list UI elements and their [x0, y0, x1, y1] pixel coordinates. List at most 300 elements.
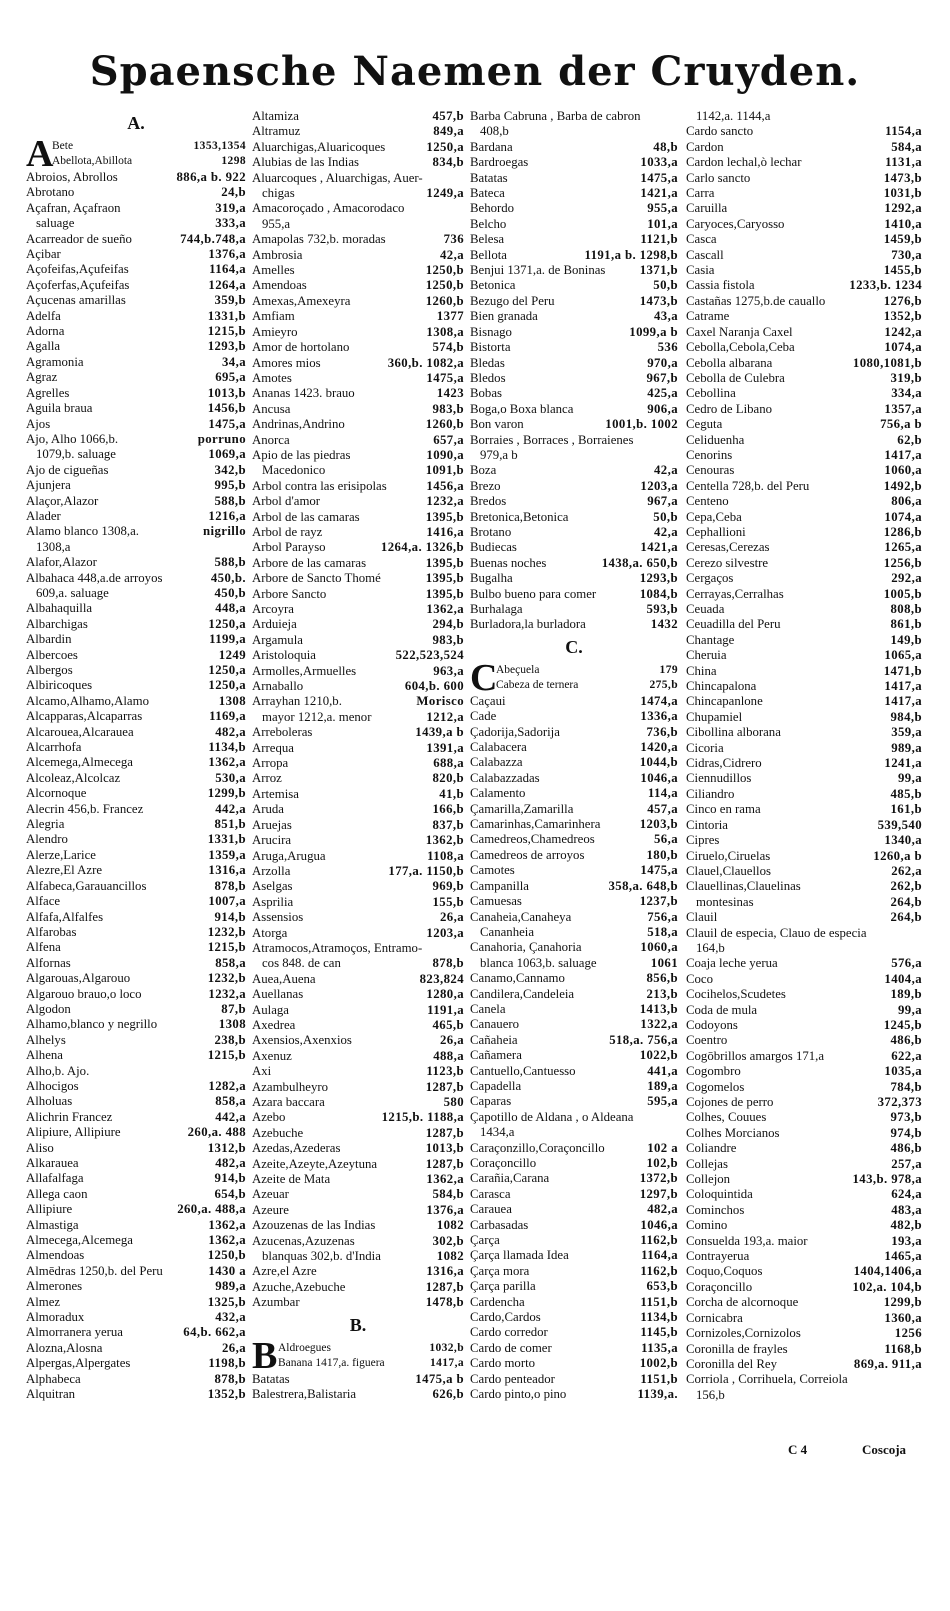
entry-page-ref: 302,b	[432, 1233, 464, 1248]
entry-page-ref: 1410,a	[884, 216, 922, 231]
entry-name: Alubias de las Indias	[252, 155, 359, 170]
entry-page-ref: 99,a	[898, 771, 922, 786]
entry-page-ref: 1316,a	[426, 1264, 464, 1279]
index-entry	[252, 987, 464, 1002]
index-entry	[470, 602, 678, 617]
entry-page-ref: 41,b	[439, 786, 464, 801]
entry-page-ref: 360,b. 1082,a	[387, 355, 464, 370]
index-entry	[26, 1248, 246, 1263]
index-entry	[686, 232, 922, 247]
index-entry	[470, 709, 678, 724]
index-entry	[470, 910, 678, 925]
entry-name: Batatas	[470, 170, 508, 185]
index-entry	[252, 340, 464, 355]
entry-page-ref: 482,a	[647, 1202, 678, 1217]
entry-name: Carlo sancto	[686, 170, 751, 185]
entry-page-ref: 1282,a	[208, 1078, 246, 1093]
index-entry	[470, 448, 678, 463]
index-entry	[278, 1341, 464, 1356]
index-entry	[252, 417, 464, 432]
index-entry	[470, 1017, 678, 1032]
entry-page-ref: 1362,a	[208, 1233, 246, 1248]
index-entry	[686, 124, 922, 139]
index-entry	[252, 463, 464, 478]
entry-page-ref: 1287,b	[425, 1279, 464, 1294]
entry-page-ref: 457,a	[647, 801, 678, 816]
entry-name: Atramocos,Atramoços, Entramo-	[252, 940, 423, 955]
index-column-3	[470, 109, 678, 1403]
entry-name: Arduieja	[252, 617, 297, 632]
index-entry	[252, 771, 464, 786]
entry-page-ref: 626,b	[432, 1387, 464, 1402]
index-entry	[26, 355, 246, 370]
index-entry	[252, 217, 464, 232]
entry-name: Cephallioni	[686, 524, 746, 539]
entry-name: Amendoas	[252, 278, 307, 293]
index-entry	[686, 1187, 922, 1202]
entry-page-ref: 1233,b. 1234	[849, 278, 922, 293]
index-entry	[252, 356, 464, 371]
entry-name: Arbore de las camaras	[252, 555, 367, 570]
entry-name: Bulbo bueno para comer	[470, 586, 597, 601]
entry-name: Belesa	[470, 232, 505, 247]
index-entry	[252, 1003, 464, 1018]
entry-page-ref: 1372,b	[639, 1171, 678, 1186]
entry-name: Arzolla	[252, 863, 291, 878]
entry-name: Azumbar	[252, 1295, 300, 1310]
entry-page-ref: 1044,b	[639, 755, 678, 770]
entry-name: Azucenas,Azuzenas	[252, 1233, 355, 1248]
entry-page-ref: 1121,b	[640, 232, 678, 247]
index-entry	[252, 510, 464, 525]
entry-name: Arbore Sancto	[252, 586, 327, 601]
entry-name: Cassia fistola	[686, 278, 755, 293]
index-entry	[686, 263, 922, 278]
entry-page-ref: 1134,b	[208, 740, 246, 755]
entry-page-ref: 1492,b	[883, 478, 922, 493]
entry-page-ref: 43,a	[654, 309, 678, 324]
entry-name: Çarça llamada Idea	[470, 1248, 569, 1263]
entry-page-ref: 161,b	[890, 802, 922, 817]
entry-page-ref: 536	[657, 340, 678, 355]
entry-name: Aluarchigas,Aluaricoques	[252, 139, 386, 154]
entry-name: Chincapanlone	[686, 694, 763, 709]
entry-name: Azeure	[252, 1202, 289, 1217]
index-entry	[470, 386, 678, 401]
entry-page-ref: 1352,b	[883, 309, 922, 324]
entry-page-ref: 595,a	[647, 1094, 678, 1109]
index-entry	[26, 648, 246, 663]
entry-name: Azouzenas de las Indias	[252, 1218, 376, 1233]
index-entry	[26, 601, 246, 616]
entry-name: Assensios	[252, 910, 304, 925]
entry-page-ref: 1362,b	[425, 833, 464, 848]
entry-name: Chupamiel	[686, 709, 743, 724]
index-entry	[26, 278, 246, 293]
entry-name: Cintoria	[686, 817, 728, 832]
index-entry	[686, 525, 922, 540]
index-entry	[686, 602, 922, 617]
entry-name: Budiecas	[470, 540, 517, 555]
index-entry	[252, 587, 464, 602]
index-entry	[252, 633, 464, 648]
entry-name: Canaheia,Canaheya	[470, 909, 572, 924]
index-entry	[686, 356, 922, 371]
entry-name: Cardo de comer	[470, 1340, 552, 1355]
index-entry	[26, 216, 246, 231]
entry-name: Ceresas,Cerezas	[686, 540, 770, 555]
index-entry	[470, 1064, 678, 1079]
entry-name: Caxel Naranja Caxel	[686, 324, 793, 339]
index-entry	[470, 1387, 678, 1402]
index-entry	[26, 832, 246, 847]
index-entry	[686, 109, 922, 124]
index-entry	[26, 324, 246, 339]
entry-name: Albardin	[26, 632, 72, 647]
entry-page-ref: 983,b	[432, 401, 464, 416]
entry-page-ref: 1475,a	[640, 170, 678, 185]
index-entry	[26, 663, 246, 678]
entry-name: Alpergas,Alpergates	[26, 1356, 131, 1371]
entry-name: Çarça mora	[470, 1263, 530, 1278]
entry-page-ref: 588,b	[214, 493, 246, 508]
entry-name: Cade	[470, 709, 497, 724]
entry-name: Burladora,la burladora	[470, 617, 586, 632]
entry-name: Açucenas amarillas	[26, 293, 126, 308]
index-entry	[252, 232, 464, 247]
index-entry	[686, 433, 922, 448]
index-entry	[252, 941, 464, 956]
index-entry	[26, 1125, 246, 1140]
entry-page-ref: 1256,b	[883, 555, 922, 570]
index-entry	[252, 109, 464, 124]
entry-name: Clauel,Clauellos	[686, 863, 771, 878]
entry-page-ref: 1203,a	[640, 478, 678, 493]
entry-page-ref: 50,b	[653, 509, 678, 524]
entry-page-ref: 1082	[436, 1249, 464, 1264]
entry-name: Cogōbrillos amargos 171,a	[686, 1048, 825, 1063]
index-entry	[252, 756, 464, 771]
index-entry	[26, 555, 246, 570]
entry-name: Cañaheia	[470, 1032, 518, 1047]
entry-name: Canauero	[470, 1017, 520, 1032]
index-entry	[470, 124, 678, 139]
index-entry	[252, 864, 464, 879]
entry-page-ref: 1080,1081,b	[852, 355, 922, 370]
entry-page-ref: 488,a	[433, 1048, 464, 1063]
index-entry	[686, 941, 922, 956]
entry-page-ref: 1022,b	[639, 1048, 678, 1063]
entry-name: Agramonia	[26, 354, 84, 369]
entry-name: Chantage	[686, 632, 735, 647]
entry-name: Cibollina alborana	[686, 725, 781, 740]
entry-name: Alfabeca,Garauancillos	[26, 878, 147, 893]
index-entry	[252, 1126, 464, 1141]
entry-page-ref: 1232,b	[207, 924, 246, 939]
index-entry	[686, 217, 922, 232]
index-entry	[26, 1233, 246, 1248]
entry-page-ref: 1430 a	[208, 1263, 246, 1278]
entry-name: Bugalha	[470, 571, 513, 586]
index-entry	[686, 479, 922, 494]
entry-name: Adelfa	[26, 308, 61, 323]
index-entry	[470, 617, 678, 632]
index-entry	[686, 540, 922, 555]
entry-page-ref: 87,b	[221, 1001, 246, 1016]
index-entry	[470, 1171, 678, 1186]
entry-name: Colhes Morcianos	[686, 1125, 780, 1140]
entry-name: Colhes, Couues	[686, 1110, 767, 1125]
entry-page-ref: 806,a	[891, 494, 922, 509]
entry-name: Allafalfaga	[26, 1171, 84, 1186]
entry-page-ref: 62,b	[897, 432, 922, 447]
entry-name: Alfena	[26, 940, 61, 955]
entry-page-ref: 861,b	[890, 617, 922, 632]
index-entry	[26, 940, 246, 955]
entry-page-ref: 26,a	[440, 1033, 464, 1048]
entry-name: Alezre,El Azre	[26, 863, 103, 878]
entry-name: Aluarcoques , Aluarchigas, Auer-	[252, 170, 423, 185]
entry-name: Arucira	[252, 833, 292, 848]
index-entry	[26, 740, 246, 755]
index-column-2	[252, 109, 464, 1403]
index-entry	[26, 1079, 246, 1094]
entry-page-ref: 1216,a	[208, 508, 246, 523]
entry-name: Ceuada	[686, 602, 725, 616]
entry-page-ref: 1084,b	[639, 586, 678, 601]
index-entry	[686, 972, 922, 987]
entry-name: Camedreos,Chamedreos	[470, 832, 595, 847]
index-entry	[252, 201, 464, 216]
entry-page-ref: 1475,a	[426, 370, 464, 385]
entry-name: Carasca	[470, 1186, 511, 1201]
entry-page-ref: 834,b	[432, 155, 464, 170]
entry-name: Agrelles	[26, 385, 70, 400]
entry-name: Atorga	[252, 925, 288, 940]
entry-name: Albercoes	[26, 647, 78, 662]
entry-page-ref: 1331,b	[207, 832, 246, 847]
entry-page-ref: 34,a	[222, 354, 246, 369]
entry-name: Cepa,Ceba	[686, 509, 742, 524]
entry-page-ref: 878,b	[432, 956, 464, 971]
entry-page-ref: 1191,a b. 1298,b	[584, 247, 678, 262]
entry-page-ref: 1340,a	[884, 833, 922, 848]
index-entry	[470, 786, 678, 801]
entry-page-ref: 1151,b	[640, 1294, 678, 1309]
entry-page-ref: 1286,b	[883, 524, 922, 539]
entry-name: 609,a. saluage	[36, 585, 109, 600]
index-entry	[470, 1218, 678, 1233]
index-entry	[252, 386, 464, 401]
entry-name: Arbol de rayz	[252, 524, 323, 539]
entry-name: Aruga,Arugua	[252, 848, 326, 863]
entry-name: Alhena	[26, 1048, 63, 1063]
entry-page-ref: 1212,a	[426, 709, 464, 724]
entry-name: cos 848. de can	[262, 956, 341, 971]
entry-name: Carañia,Carana	[470, 1171, 550, 1186]
entry-name: Auea,Auena	[252, 971, 316, 986]
entry-page-ref: 518,a. 756,a	[609, 1032, 678, 1047]
index-entry	[252, 1095, 464, 1110]
index-entry	[252, 725, 464, 740]
entry-page-ref: 1404,1406,a	[853, 1264, 922, 1279]
index-entry	[470, 940, 678, 955]
entry-page-ref: 1005,b	[883, 586, 922, 601]
index-entry	[252, 818, 464, 833]
index-entry	[26, 709, 246, 724]
entry-name: Catrame	[686, 309, 730, 324]
index-entry	[686, 987, 922, 1002]
entry-page-ref: 101,a	[647, 216, 678, 231]
entry-page-ref: 42,a	[440, 247, 464, 262]
index-entry	[686, 371, 922, 386]
entry-name: Alcapparas,Alcaparras	[26, 709, 143, 724]
index-entry	[470, 694, 678, 709]
entry-page-ref: 1276,b	[883, 293, 922, 308]
entry-page-ref: 989,a	[891, 740, 922, 755]
index-entry	[470, 1156, 678, 1171]
index-entry	[686, 155, 922, 170]
entry-page-ref: 736	[443, 232, 464, 247]
index-entry	[26, 786, 246, 801]
entry-name: Cardon	[686, 139, 724, 154]
entry-page-ref: 1032,b	[429, 1341, 464, 1354]
entry-name: Carbasadas	[470, 1217, 529, 1232]
entry-page-ref: 294,b	[432, 617, 464, 632]
entry-page-ref: 102,b	[646, 1156, 678, 1170]
index-entry	[686, 1080, 922, 1095]
entry-name: Alhelys	[26, 1032, 66, 1047]
entry-page-ref: 189,b	[890, 987, 922, 1002]
drop-cap-letter: C	[470, 656, 498, 699]
index-entry	[470, 771, 678, 786]
entry-page-ref: 1139,a.	[637, 1387, 678, 1402]
entry-name: Alfornas	[26, 955, 71, 970]
entry-name: Çarça	[470, 1233, 500, 1248]
entry-name: Caparas	[470, 1094, 512, 1109]
entry-page-ref: 657,a	[433, 432, 464, 447]
drop-cap-entry	[252, 1334, 464, 1377]
index-entry	[686, 386, 922, 401]
index-entry	[26, 1110, 246, 1125]
index-entry	[26, 478, 246, 493]
index-entry	[470, 155, 678, 170]
entry-page-ref: 262,a	[891, 863, 922, 878]
index-entry	[686, 201, 922, 216]
entry-name: Bledas	[470, 355, 505, 370]
entry-page-ref: 1308,a	[426, 324, 464, 339]
entry-page-ref: 213,b	[646, 986, 678, 1001]
entry-page-ref: 1007,a	[208, 894, 246, 909]
index-entry	[252, 926, 464, 941]
entry-name: Calabazza	[470, 755, 523, 770]
index-entry	[470, 1033, 678, 1048]
entry-page-ref: porruno	[197, 431, 246, 446]
entry-page-ref: 193,a	[891, 1233, 922, 1248]
entry-page-ref: 1151,b	[640, 1371, 678, 1386]
entry-name: Cerrayas,Cerralhas	[686, 586, 784, 601]
entry-page-ref: 48,b	[653, 139, 678, 154]
entry-name: Bete	[52, 140, 74, 152]
entry-page-ref: 1232,a	[426, 494, 464, 509]
entry-name: Alkarauea	[26, 1156, 79, 1170]
entry-name: Coloquintida	[686, 1187, 753, 1202]
entry-page-ref: 238,b	[214, 1032, 246, 1047]
entry-page-ref: 1250,a	[208, 678, 246, 693]
entry-name: Alamo blanco 1308,a.	[26, 524, 140, 539]
entry-page-ref: 820,b	[432, 771, 464, 786]
entry-name: montesinas	[696, 894, 754, 909]
entry-page-ref: 1395,b	[425, 586, 464, 601]
entry-page-ref: 963,a	[433, 663, 464, 678]
entry-page-ref: 1065,a	[884, 648, 922, 663]
index-entry	[686, 633, 922, 648]
entry-name: Albahaca 448,a.de arroyos	[26, 570, 163, 585]
entry-name: blanquas 302,b. d'India	[262, 1249, 381, 1264]
entry-name: Amexas,Amexeyra	[252, 293, 351, 308]
entry-name: Casca	[686, 232, 717, 247]
entry-name: Amapolas 732,b. moradas	[252, 232, 386, 247]
index-entry	[252, 710, 464, 725]
entry-name: Canahoria, Çanahoria	[470, 940, 582, 955]
index-entry	[686, 340, 922, 355]
entry-page-ref: 1250,b	[207, 1248, 246, 1263]
entry-page-ref: 482,b	[890, 1218, 922, 1233]
index-entry	[26, 1356, 246, 1371]
index-entry	[26, 447, 246, 462]
index-entry	[252, 648, 464, 663]
entry-name: Cebolla de Culebra	[686, 370, 785, 385]
index-entry	[470, 925, 678, 940]
entry-name: Aulaga	[252, 1002, 289, 1017]
entry-name: Albiricoques	[26, 678, 93, 693]
entry-name: Bellota	[470, 247, 507, 262]
index-entry	[26, 185, 246, 200]
entry-page-ref: 1260,b	[425, 417, 464, 432]
entry-page-ref: 64,b. 662,a	[183, 1325, 246, 1340]
index-entry	[470, 802, 678, 817]
index-entry	[470, 971, 678, 986]
index-entry	[26, 309, 246, 324]
entry-page-ref: 1123,b	[426, 1064, 464, 1079]
entry-name: Ciennudillos	[686, 771, 752, 786]
entry-page-ref: 967,b	[646, 370, 678, 385]
entry-page-ref: 425,a	[647, 386, 678, 401]
index-entry	[686, 1264, 922, 1279]
entry-page-ref: 973,b	[890, 1110, 922, 1125]
entry-name: Cogombro	[686, 1064, 741, 1079]
entry-name: 408,b	[480, 124, 509, 139]
entry-name: Coda de mula	[686, 1002, 758, 1017]
entry-name: Clauil de especia, Clauo de especia	[686, 925, 867, 940]
entry-name: Camedreos de arroyos	[470, 847, 585, 862]
entry-name: Caruilla	[686, 201, 728, 216]
entry-page-ref: Morisco	[416, 694, 464, 709]
entry-page-ref: 1241,a	[884, 756, 922, 771]
index-entry	[26, 432, 246, 447]
index-entry	[470, 402, 678, 417]
entry-page-ref: 1164,a	[209, 262, 246, 277]
index-entry	[252, 525, 464, 540]
index-entry	[686, 818, 922, 833]
entry-page-ref: 1331,b	[207, 308, 246, 323]
index-entry	[686, 1326, 922, 1341]
entry-page-ref: 1293,b	[207, 339, 246, 354]
entry-page-ref: 1423	[436, 386, 464, 401]
entry-name: Altramuz	[252, 124, 301, 139]
index-entry	[252, 278, 464, 293]
index-entry	[686, 787, 922, 802]
